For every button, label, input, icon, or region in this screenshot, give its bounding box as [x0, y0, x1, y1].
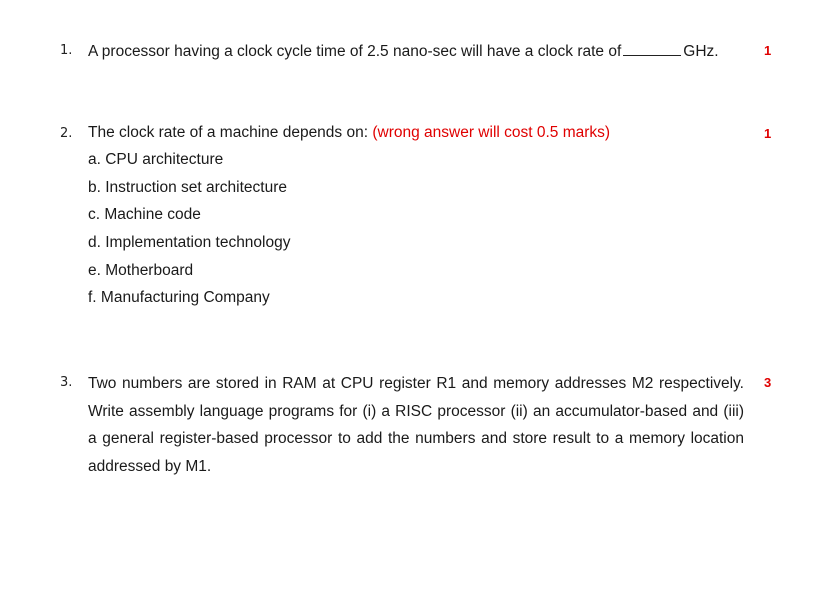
question-stem: The clock rate of a machine depends on:	[88, 124, 369, 141]
option-c: c. Machine code	[88, 206, 201, 223]
question-text	[88, 124, 610, 142]
option-b: b. Instruction set architecture	[88, 179, 288, 196]
question-text-before-blank: A processor having a clock cycle time of 2.5 nano-sec will have a clock rate of	[88, 43, 622, 60]
question-text-after-blank: GHz.	[683, 43, 719, 60]
question-text: Two numbers are stored in RAM at CPU register R1 and memory addresses M2 respectively. Write assembly language programs for (i) a RISC processor (ii) an accumulator-based and (iii) a general register-based processor to add the numbers and store result to a memory location addressed by M1.	[88, 375, 744, 475]
question-text	[88, 41, 719, 61]
marks-label: 1	[764, 43, 772, 58]
marks-label: 1	[764, 126, 772, 141]
option-a: a. CPU architecture	[88, 151, 224, 168]
penalty-warning: (wrong answer will cost 0.5 marks)	[372, 124, 611, 141]
question-number: 1.	[60, 43, 73, 58]
option-d: d. Implementation technology	[88, 234, 291, 251]
question-number: 3.	[60, 375, 73, 390]
question-number: 2.	[60, 126, 73, 141]
option-e: e. Motherboard	[88, 262, 194, 279]
marks-label: 3	[764, 375, 772, 390]
option-f: f. Manufacturing Company	[88, 289, 270, 306]
answer-blank[interactable]	[623, 41, 681, 56]
